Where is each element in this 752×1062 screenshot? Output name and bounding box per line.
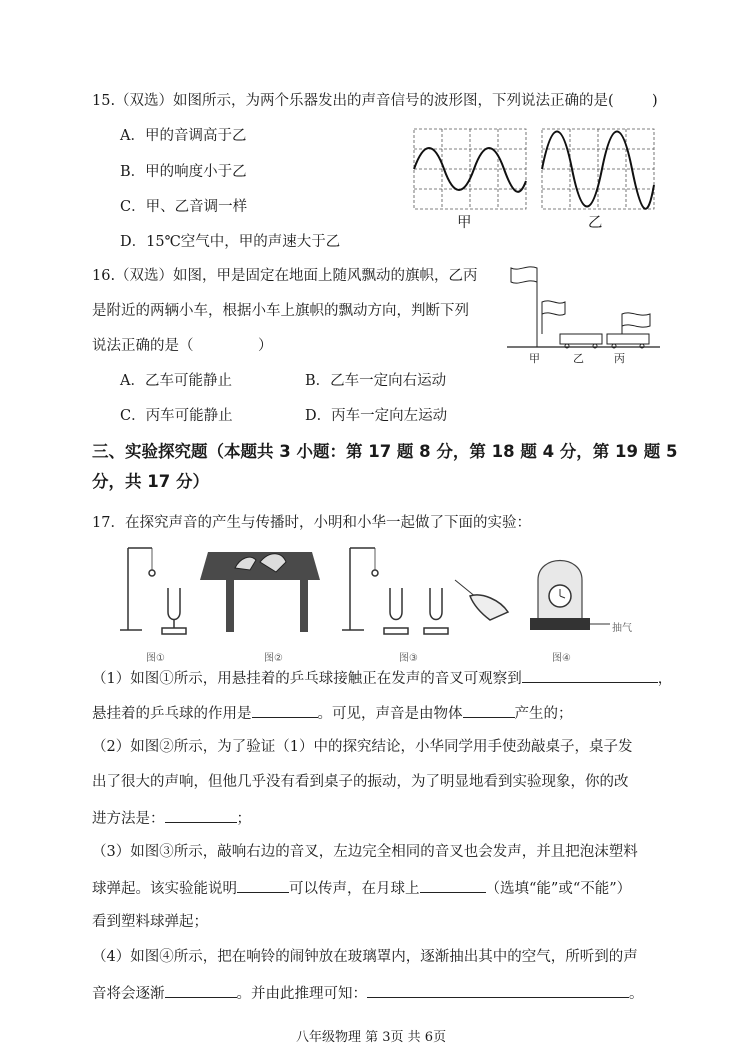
q17-p3-line1: （3）如图③所示，敲响右边的音叉，左边完全相同的音叉也会发声，并且把泡沫塑料 (92, 844, 638, 860)
waveform-yi (542, 129, 654, 209)
q16-paren-close: ） (258, 338, 273, 354)
q15-option-b: B．甲的响度小于乙 (120, 164, 247, 180)
q17-blank-2[interactable] (252, 703, 318, 718)
q17-p4b-mid: 。并由此推理可知： (236, 986, 367, 1002)
q17-p2-line1: （2）如图②所示，为了验证（1）中的探究结论，小华同学用手使劲敲桌子，桌子发 (92, 739, 633, 755)
experiment-figures (110, 540, 630, 645)
q17-p4-line1: （4）如图④所示，把在响铃的闹钟放在玻璃罩内，逐渐抽出其中的空气，所听到的声 (92, 949, 638, 965)
section3-heading-line2: 分，共 17 分） (92, 472, 209, 491)
flags-label-bing: 丙 (614, 352, 625, 365)
q17-p2-line2: 出了很大的声响，但他几乎没有看到桌子的振动，为了明显地看到实验现象，你的改 (92, 774, 629, 790)
page-footer: 八年级物理 第 3页 共 6页 (296, 1030, 447, 1045)
figure-4-bell-jar-clock (530, 561, 610, 631)
q17-stem: 17．在探究声音的产生与传播时，小明和小华一起做了下面的实验： (92, 515, 531, 531)
q17-p1-line2 (92, 703, 573, 723)
figure-2-table (200, 552, 320, 632)
q17-blank-1[interactable] (522, 668, 658, 683)
q16-option-d: D．丙车一定向左运动 (305, 408, 448, 424)
q16-stem-line1: 16.（双选）如图，甲是固定在地面上随风飘动的旗帜，乙丙 (92, 268, 478, 284)
q17-p1b-mid: 。可见，声音是由物体 (317, 706, 463, 722)
q17-p1b-end: 产生的； (514, 706, 573, 722)
q17-p3-line3: 看到塑料球弹起； (92, 914, 208, 930)
q16-stem-line3: 说法正确的是（ (92, 338, 194, 354)
q16-option-a: A．乙车可能静止 (120, 373, 232, 389)
q15-option-a: A．甲的音调高于乙 (120, 128, 247, 144)
q16-option-b: B．乙车一定向右运动 (305, 373, 447, 389)
q17-p2-line3 (92, 808, 251, 828)
figure-3-two-tuning-forks (342, 548, 508, 634)
q17-blank-8[interactable] (367, 983, 629, 998)
section3-heading-line1: 三、实验探究题（本题共 3 小题：第 17 题 8 分，第 18 题 4 分，第 19 题 5 (92, 442, 678, 461)
q17-p3b-text: 球弹起。该实验能说明 (92, 881, 237, 897)
q17-blank-6[interactable] (420, 878, 486, 893)
q17-p3-line2 (92, 878, 631, 898)
q17-blank-4[interactable] (165, 808, 237, 823)
q17-p3b-end: （选填“能”或“不能”） (485, 881, 632, 897)
waveform-figure (410, 125, 660, 240)
figure-1-tuning-fork-pingpong (120, 548, 186, 634)
fig-caption-1: 图① (146, 653, 165, 664)
q17-p1a-text: （1）如图①所示，用悬挂着的乒乓球接触正在发声的音叉可观察到 (92, 671, 522, 687)
q16-option-c: C．丙车可能静止 (120, 408, 233, 424)
fig-caption-4: 图④ (552, 653, 571, 664)
fig-caption-3: 图③ (399, 653, 418, 664)
flags-label-yi: 乙 (573, 352, 584, 365)
q17-p3b-mid: 可以传声，在月球上 (289, 881, 420, 897)
q17-p1-line1 (92, 668, 672, 688)
q15-stem: 15.（双选）如图所示，为两个乐器发出的声音信号的波形图，下列说法正确的是( (92, 93, 614, 109)
q15-option-d: D．15℃空气中，甲的声速大于乙 (120, 234, 341, 250)
q17-p1b-text: 悬挂着的乒乓球的作用是 (92, 706, 252, 722)
q17-p2c-end: ； (236, 811, 251, 827)
q17-p4b-end: 。 (629, 986, 644, 1002)
q17-p4-line2 (92, 983, 644, 1003)
fig-caption-2: 图② (264, 653, 283, 664)
flags-label-jia: 甲 (529, 352, 540, 365)
q17-p1a-end: ， (657, 671, 673, 687)
q17-blank-7[interactable] (165, 983, 237, 998)
q15-paren-close: ) (652, 93, 658, 109)
q17-blank-5[interactable] (237, 878, 289, 893)
q17-p4b-text: 音将会逐渐 (92, 986, 165, 1002)
q17-p2c-text: 进方法是： (92, 811, 165, 827)
waveform-jia (414, 129, 526, 209)
waveform-label-yi: 乙 (588, 215, 603, 231)
q16-stem-line2: 是附近的两辆小车，根据小车上旗帜的飘动方向，判断下列 (92, 303, 469, 319)
q15-option-c: C．甲、乙音调一样 (120, 199, 248, 215)
waveform-label-jia: 甲 (457, 215, 472, 231)
fig4-pump-label: 抽气 (612, 623, 632, 634)
q17-blank-3[interactable] (463, 703, 515, 718)
